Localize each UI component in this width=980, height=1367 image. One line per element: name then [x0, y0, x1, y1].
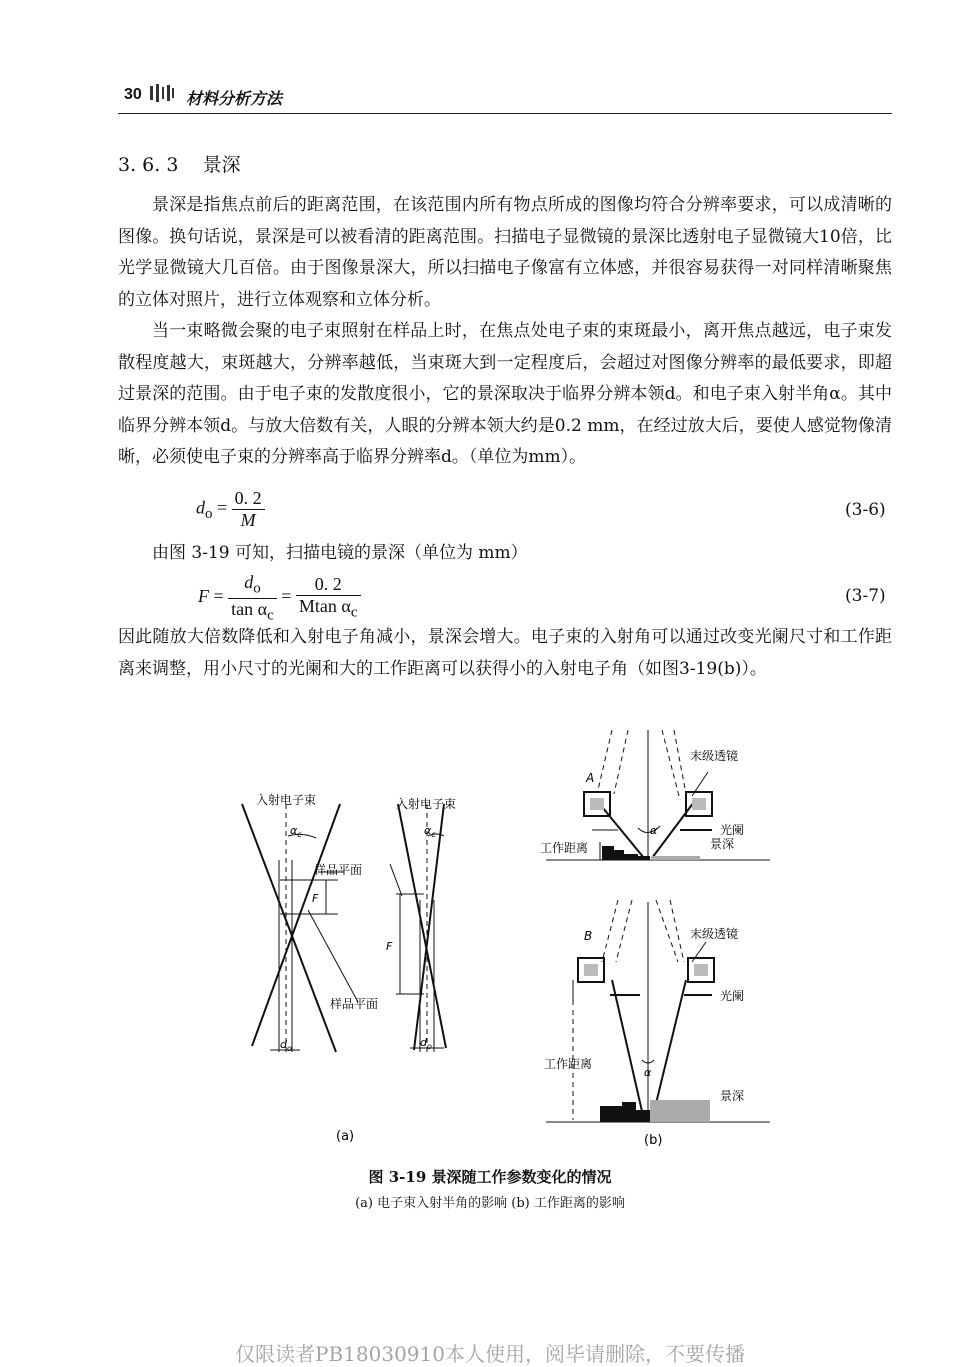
label-alpha-B: α	[644, 1066, 652, 1079]
label-dof-A: 景深	[710, 837, 735, 851]
label-A: A	[586, 771, 595, 785]
label-wd-B: 工作距离	[544, 1057, 593, 1071]
section-number: 3. 6. 3	[118, 154, 179, 176]
label-incident-beam-2: 入射电子束	[396, 797, 457, 811]
label-d-o-2: $d_o$	[420, 1036, 432, 1051]
sample-B	[600, 1100, 710, 1122]
label-sample-plane-1: 样品平面	[314, 863, 363, 877]
label-alpha-A: α	[650, 824, 658, 837]
label-final-lens-A: 末级透镜	[690, 749, 739, 763]
paragraph-2: 当一束略微会聚的电子束照射在样品上时，在焦点处电子束的束斑最小，离开焦点越远，电子束发散程度越大，束斑越大，分辨率越低，当束斑大到一定程度后，会超过对图像分辨率的最低要求，即超过景深的范围。由于电子束的发散度很小，它的景深取决于临界分辨本领d。和电子束入射半角α。其中临界分辨本领d。与放大倍数有关，人眼的分辨本领大约是0.2 mm，在经过放大后，要使人感觉物像清晰，必须使电子束的分辨率高于临界分辨率d。（单位为mm）。	[118, 321, 892, 467]
text-figure-reference: 由图 3-19 可知，扫描电镜的景深（单位为 mm）	[152, 543, 528, 563]
label-incident-beam-1: 入射电子束	[256, 793, 317, 807]
figure-3-19b	[540, 730, 780, 1150]
label-alpha-c-1: $\alpha_c$	[290, 824, 302, 839]
label-d-o-1: $d_o$	[280, 1038, 292, 1053]
figure-3-19a	[230, 790, 490, 1160]
label-aperture-A: 光阑	[720, 823, 745, 837]
section-heading	[118, 150, 241, 177]
paragraph-3: 因此随放大倍数降低和入射电子角减小，景深会增大。电子束的入射角可以通过改变光阑尺寸和工作距离来调整，用小尺寸的光阑和大的工作距离可以获得小的入射电子角（如图3-19(b)）。	[118, 627, 892, 679]
label-B: B	[584, 929, 593, 943]
watermark: 仅限读者PB18030910本人使用，阅毕请删除，不要传播	[235, 1342, 745, 1366]
lens-B-left-icon	[578, 958, 604, 982]
paragraph-3-block	[118, 622, 892, 685]
book-title: 材料分析方法	[186, 89, 283, 108]
label-F-large: F	[386, 940, 393, 953]
label-final-lens-B: 末级透镜	[690, 927, 739, 941]
equation-number-3-6: (3-6)	[845, 500, 886, 520]
label-wd-A: 工作距离	[540, 841, 589, 855]
panel-label-b: (b)	[644, 1133, 663, 1148]
label-sample-plane-2: 样品平面	[330, 997, 379, 1011]
figure-subcaption: (a) 电子束入射半角的影响 (b) 工作距离的影响	[355, 1196, 625, 1211]
page-number: 30	[124, 86, 142, 103]
label-alpha-c-2: $\alpha_c$	[424, 824, 436, 839]
label-F-small: F	[312, 892, 319, 905]
equation-3-7: F = $\frac{d_o}{\tan \alpha_c}$ = $\frac{0. 2}{Mtan \alpha_c}$	[198, 572, 361, 624]
sample-A	[602, 846, 700, 860]
beam-ray-right-a	[252, 804, 340, 1046]
lens-A-right-icon	[686, 792, 712, 816]
header-rule	[118, 113, 892, 114]
label-aperture-B: 光阑	[720, 989, 745, 1003]
equation-number-3-7: (3-7)	[845, 586, 886, 606]
paragraph-1: 景深是指焦点前后的距离范围，在该范围内所有物点所成的图像均符合分辨率要求，可以成清晰的图像。换句话说，景深是可以被看清的距离范围。扫描电子显微镜的景深比透射电子显微镜大10倍，比光学显微镜大几百倍。由于图像景深大，所以扫描电子像富有立体感，并很容易获得一对同样清晰聚焦的立体对照片，进行立体观察和立体分析。	[118, 195, 892, 310]
panel-label-a: (a)	[336, 1129, 355, 1144]
figure-caption: 图 3-19 景深随工作参数变化的情况	[368, 1168, 612, 1186]
body-text-block	[118, 190, 892, 474]
header-bars-icon	[149, 84, 175, 102]
equation-3-6: $d_o$ = $\frac{0. 2}{M}$	[196, 488, 265, 531]
beam-ray-left-a	[242, 804, 336, 1052]
label-dof-B: 景深	[720, 1089, 745, 1103]
section-title: 景深	[202, 154, 241, 176]
